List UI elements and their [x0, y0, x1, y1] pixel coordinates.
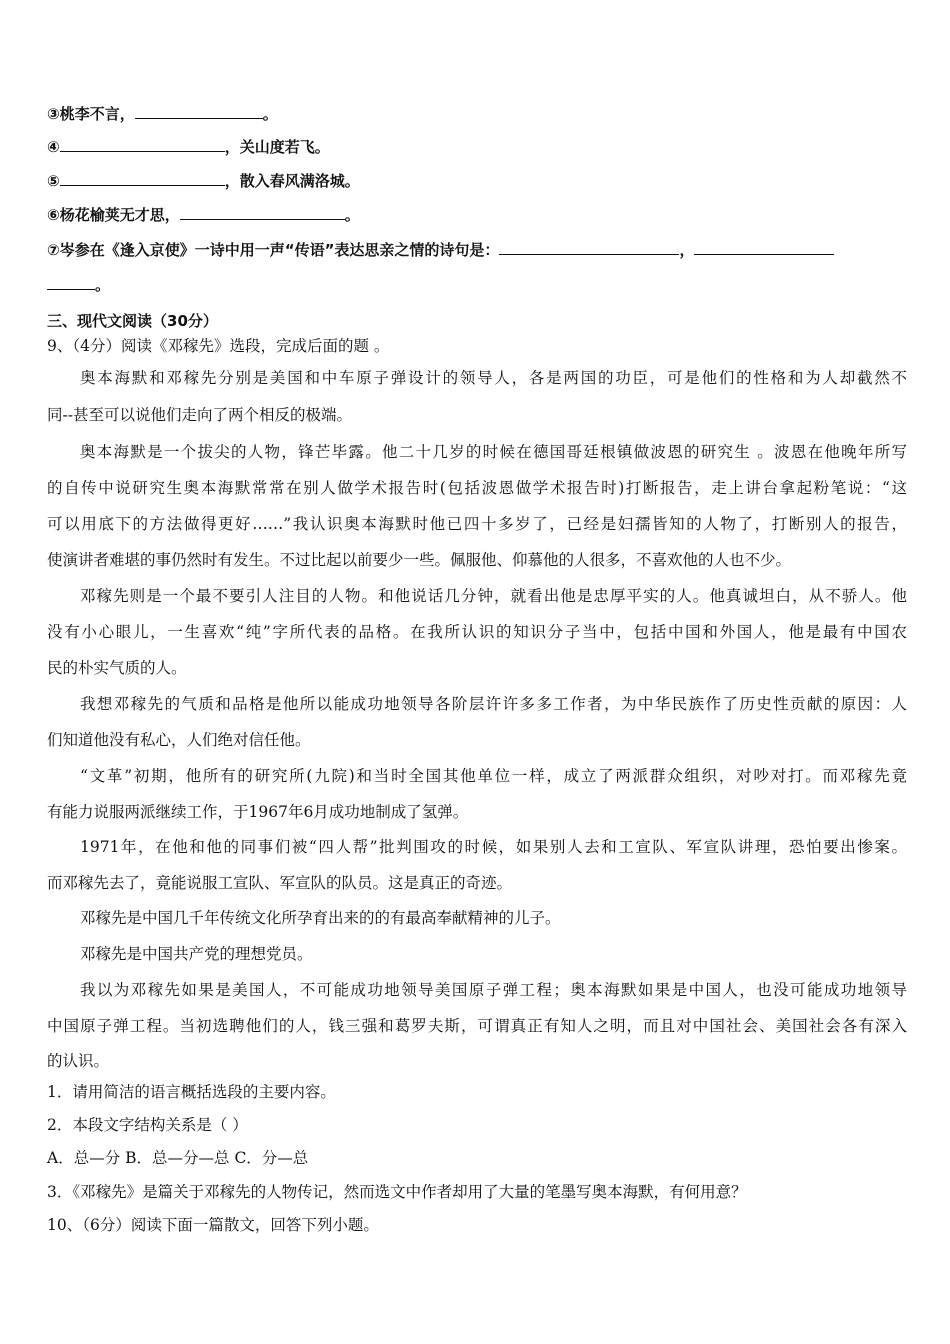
- question-10-heading: 10、（6分）阅读下面一篇散文，回答下列小题。: [47, 1216, 379, 1234]
- passage-line: 们知道他没有私心，人们绝对信任他。: [47, 731, 311, 749]
- question-3: 3．《邓稼先》是篇关于邓稼先的人物传记，然而选文中作者却用了大量的笔墨写奥本海默，有何用意？: [47, 1183, 747, 1201]
- item-number: ⑤: [47, 172, 60, 190]
- passage-line: 奥本海默和邓稼先分别是美国和中车原子弹设计的领导人，各是两国的功臣，可是他们的性格和为人却截然不: [80, 369, 907, 387]
- passage-line: 没有小心眼儿，一生喜欢“纯”字所代表的品格。在我所认识的知识分子当中，包括中国和外国人，他是最有中国农: [47, 623, 907, 641]
- answer-blank[interactable]: [47, 275, 95, 290]
- passage-line: “文革”初期，他所有的研究所(九院)和当时全国其他单位一样，成立了两派群众组织，对吵对打。而邓稼先竟: [80, 767, 907, 785]
- question-9-heading: 9、（4分）阅读《邓稼先》选段，完成后面的题 。: [47, 337, 390, 355]
- passage-line: 同--甚至可以说他们走向了两个相反的极端。: [47, 406, 352, 424]
- item-text: 杨花榆荚无才思，: [59, 206, 180, 224]
- fill-item-5: [47, 170, 907, 192]
- item-number: ④: [47, 138, 60, 156]
- item-text: 桃李不言，: [59, 105, 135, 123]
- fill-item-3: [47, 103, 907, 125]
- answer-blank[interactable]: [180, 205, 345, 220]
- passage-line: 奥本海默是一个拔尖的人物，锋芒毕露。他二十几岁的时候在德国哥廷根镇做波恩的研究生 。波恩在他晚年所写: [80, 443, 907, 461]
- item-text: ，散入春风满洛城。: [224, 172, 360, 190]
- item-number: ③: [47, 105, 60, 123]
- answer-blank[interactable]: [60, 137, 225, 152]
- passage-line: 的认识。: [47, 1052, 110, 1070]
- passage-line: 使演讲者难堪的事仍然时有发生。不过比起以前要少一些。佩服他、仰慕他的人很多，不喜欢他的人也不少。: [47, 551, 792, 569]
- item-text: 。: [344, 206, 360, 224]
- fill-item-7: [47, 239, 907, 261]
- item-text: ，: [679, 241, 695, 259]
- passage-line: 有能力说服两派继续工作，于1967年6月成功地制成了氢弹。: [47, 803, 469, 821]
- item-text: 。: [262, 105, 278, 123]
- item-number: ⑥: [47, 206, 60, 224]
- passage-line: 1971年，在他和他的同事们被“四人帮”批判围攻的时候，如果别人去和工宣队、军宣队讲理，恐怕要出惨案。: [80, 838, 907, 856]
- answer-blank[interactable]: [60, 171, 225, 186]
- passage-line: 民的朴实气质的人。: [47, 659, 187, 677]
- item-text: 。: [95, 276, 111, 294]
- passage-line: 我以为邓稼先如果是美国人，不可能成功地领导美国原子弹工程；奥本海默如果是中国人，也没可能成功地领导: [80, 981, 907, 999]
- passage-line: 邓稼先则是一个最不要引人注目的人物。和他说话几分钟，就看出他是忠厚平实的人。他真诚坦白，从不骄人。他: [80, 587, 907, 605]
- item-number: ⑦: [47, 241, 60, 259]
- passage-line: 的自传中说研究生奥本海默常常在别人做学术报告时(包括波恩做学术报告时)打断报告，走上讲台拿起粉笔说：“这: [47, 479, 907, 497]
- fill-item-7-continued: [47, 274, 907, 296]
- passage-line: 中国原子弹工程。当初选聘他们的人，钱三强和葛罗夫斯，可谓真正有知人之明，而且对中国社会、美国社会各有深入: [47, 1017, 907, 1035]
- question-2-options: A．总—分 B．总—分—总 C．分—总: [47, 1149, 309, 1167]
- passage-line: 邓稼先是中国共产党的理想党员。: [80, 945, 313, 963]
- fill-item-4: [47, 136, 907, 158]
- item-text: ，关山度若飞。: [224, 138, 330, 156]
- question-1: 1．请用简洁的语言概括选段的主要内容。: [47, 1083, 336, 1101]
- answer-blank[interactable]: [694, 240, 834, 255]
- passage-line: 而邓稼先去了，竟能说服工宣队、军宣队的队员。这是真正的奇迹。: [47, 874, 513, 892]
- section-title: 三、现代文阅读（30分）: [47, 312, 218, 330]
- answer-blank[interactable]: [499, 240, 679, 255]
- item-text: 岑参在《逢入京使》一诗中用一声“传语”表达思亲之情的诗句是：: [59, 241, 500, 259]
- passage-line: 可以用底下的方法做得更好……”我认识奥本海默时他已四十多岁了，已经是妇孺皆知的人物了，打断别人的报告，: [47, 515, 907, 533]
- passage-line: 邓稼先是中国几千年传统文化所孕育出来的的有最高奉献精神的儿子。: [80, 909, 561, 927]
- passage-line: 我想邓稼先的气质和品格是他所以能成功地领导各阶层许许多多工作者，为中华民族作了历史性贡献的原因：人: [80, 695, 907, 713]
- question-2: 2．本段文字结构关系是（ ）: [47, 1116, 248, 1134]
- fill-item-6: [47, 204, 907, 226]
- answer-blank[interactable]: [135, 104, 263, 119]
